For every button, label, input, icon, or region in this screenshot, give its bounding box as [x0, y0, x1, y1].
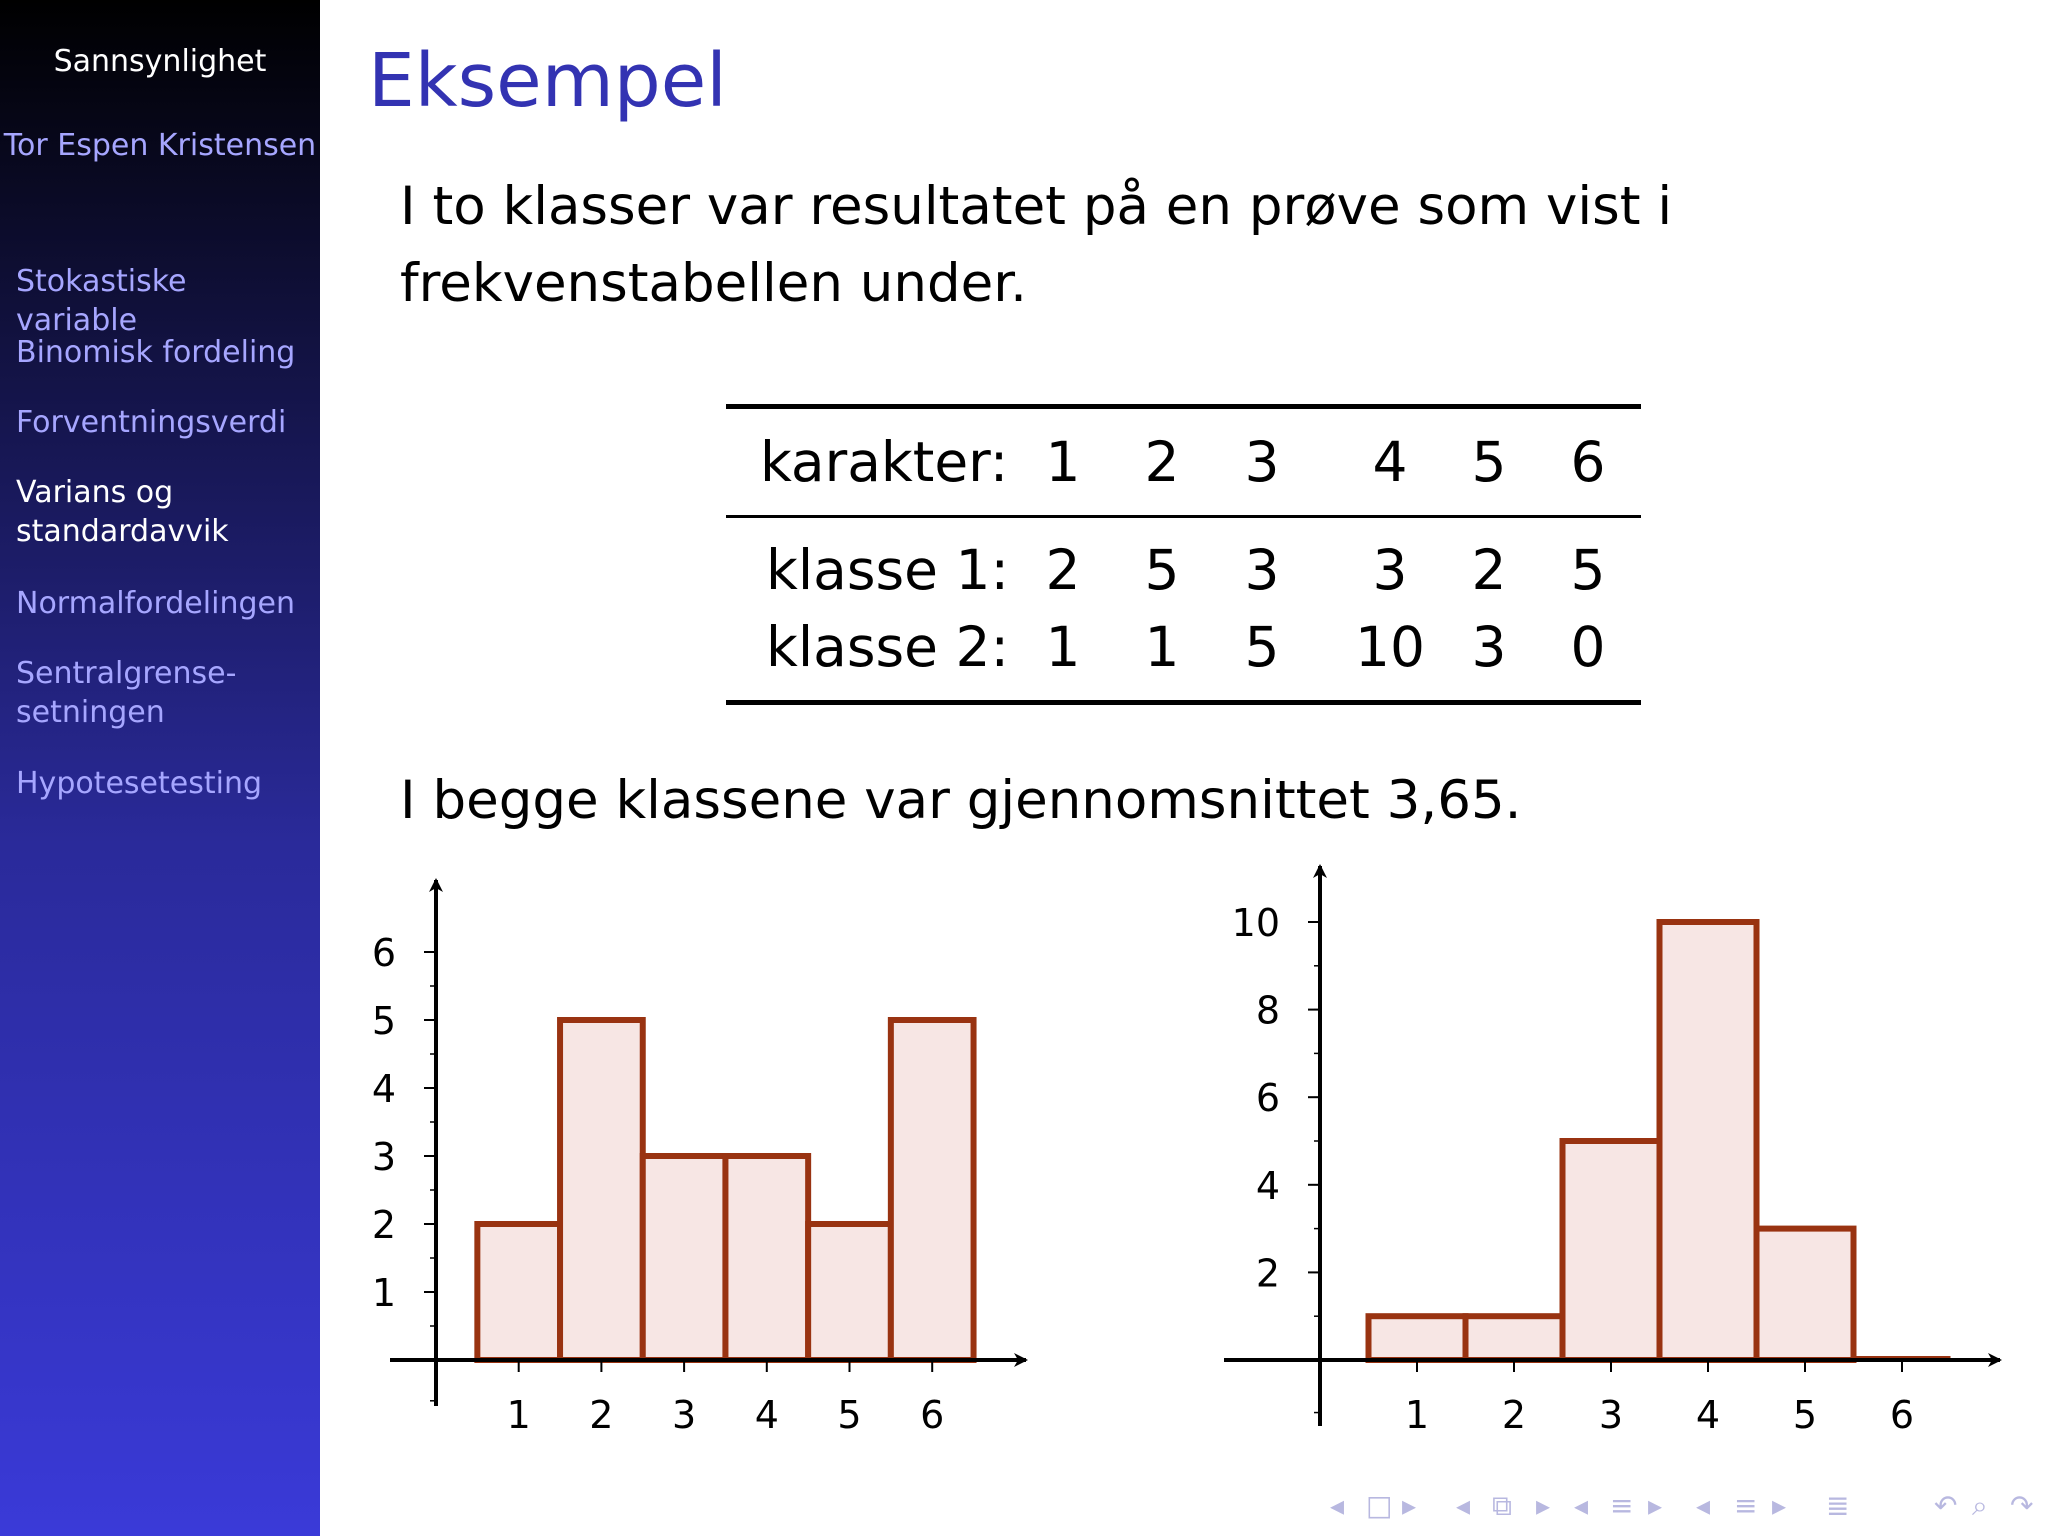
x-tick-label: 5 [837, 1393, 862, 1437]
y-tick-label: 2 [371, 1203, 396, 1247]
table-cell: 2 [1045, 538, 1081, 602]
sidebar-item-forventningsverdi[interactable]: Forventningsverdi [16, 405, 287, 440]
y-tick-label: 4 [371, 1067, 396, 1111]
x-tick-label: 1 [1404, 1393, 1430, 1437]
bar [1563, 1141, 1660, 1360]
y-tick-label: 1 [371, 1271, 396, 1315]
nav-next-page-icon[interactable]: ▸ [1772, 1489, 1787, 1522]
nav-next-subsection-icon[interactable]: ▸ [1536, 1489, 1551, 1522]
nav-section-icon[interactable]: ≡ [1610, 1489, 1634, 1522]
nav-undo-icon[interactable]: ↶ [1934, 1489, 1958, 1522]
sidebar-title[interactable]: Sannsynlighet [53, 44, 267, 79]
y-tick-label: 4 [1255, 1163, 1280, 1208]
table-cell: 5 [1244, 615, 1280, 679]
sidebar-item-hypotesetesting[interactable]: Hypotesetesting [16, 766, 263, 801]
x-tick-label: 4 [1695, 1393, 1721, 1437]
x-tick-label: 5 [1792, 1393, 1818, 1437]
y-tick-label: 6 [1255, 1076, 1280, 1121]
nav-frame-icon[interactable]: □ [1366, 1489, 1393, 1522]
nav-prev-section-icon[interactable]: ◂ [1574, 1489, 1589, 1522]
navigation-bar [1330, 1488, 2034, 1524]
table-header-label: karakter: [760, 430, 1009, 494]
bar [477, 1224, 560, 1360]
sidebar-item-stokastiske-variable[interactable]: Stokastiske variable [16, 264, 187, 338]
bar [1757, 1229, 1854, 1360]
x-tick-label: 3 [672, 1393, 697, 1437]
x-tick-label: 2 [1501, 1393, 1527, 1437]
bar [560, 1020, 643, 1360]
table-header-grade: 3 [1244, 430, 1280, 494]
table-cell: 0 [1570, 615, 1606, 679]
table-header-grade: 1 [1045, 430, 1081, 494]
y-tick-label: 6 [371, 931, 396, 975]
sidebar-author: Tor Espen Kristensen [3, 128, 317, 163]
bar [643, 1156, 726, 1360]
table-cell: 3 [1372, 538, 1408, 602]
table-cell: 5 [1144, 538, 1180, 602]
y-tick-label: 5 [371, 999, 396, 1043]
nav-prev-page-icon[interactable]: ◂ [1696, 1489, 1711, 1522]
table-header-grade: 2 [1144, 430, 1180, 494]
intro-text: I to klasser var resultatet på en prøve som vist i frekvenstabellen under. [400, 176, 1673, 314]
sidebar-item-binomisk-fordeling[interactable]: Binomisk fordeling [16, 335, 296, 370]
bar [1466, 1316, 1563, 1360]
nav-toc-icon[interactable]: ≣ [1826, 1489, 1850, 1522]
bar [891, 1020, 974, 1360]
x-tick-label: 4 [754, 1393, 779, 1437]
table-cell: 1 [1144, 615, 1180, 679]
table-cell: 3 [1471, 615, 1507, 679]
bar [1369, 1316, 1466, 1360]
nav-next-section-icon[interactable]: ▸ [1648, 1489, 1663, 1522]
nav-search-icon[interactable]: ⌕ [1972, 1489, 1988, 1522]
nav-prev-icon[interactable]: ◂ [1330, 1489, 1345, 1522]
nav-redo-icon[interactable]: ↷ [2010, 1489, 2034, 1522]
nav-next-icon[interactable]: ▸ [1402, 1489, 1417, 1522]
table-row-label: klasse 2: [766, 615, 1009, 679]
table-cell: 10 [1355, 615, 1425, 679]
bar [725, 1156, 808, 1360]
sidebar-item-normalfordelingen[interactable]: Normalfordelingen [16, 586, 295, 621]
y-tick-label: 2 [1255, 1251, 1280, 1296]
x-tick-label: 3 [1598, 1393, 1624, 1437]
table-cell: 2 [1471, 538, 1507, 602]
mean-text: I begge klassene var gjennomsnittet 3,65. [400, 770, 1522, 831]
bar [1660, 922, 1757, 1360]
bar [808, 1224, 891, 1360]
table-header-grade: 5 [1471, 430, 1507, 494]
histogram-klasse-1 [372, 880, 1026, 1437]
nav-slides-icon[interactable]: ⧉ [1492, 1489, 1512, 1522]
table-cell: 1 [1045, 615, 1081, 679]
table-row-label: klasse 1: [766, 538, 1009, 602]
nav-page-icon[interactable]: ≡ [1734, 1489, 1758, 1522]
nav-prev-subsection-icon[interactable]: ◂ [1456, 1489, 1471, 1522]
sidebar-item-sentralgrense-setningen[interactable]: Sentralgrense-setningen [16, 656, 237, 730]
table-header-grade: 4 [1372, 430, 1408, 494]
x-tick-label: 2 [589, 1393, 614, 1437]
table-header-grade: 6 [1570, 430, 1606, 494]
table-cell: 3 [1244, 538, 1280, 602]
x-tick-label: 6 [1889, 1393, 1915, 1437]
x-tick-label: 6 [920, 1393, 945, 1437]
y-tick-label: 3 [371, 1135, 396, 1179]
table-cell: 5 [1570, 538, 1606, 602]
frame-title: Eksempel [368, 38, 727, 124]
x-tick-label: 1 [506, 1393, 531, 1437]
y-tick-label: 8 [1255, 988, 1280, 1033]
sidebar-item-varians-og-standardavvik[interactable]: Varians og standardavvik [16, 475, 229, 549]
y-tick-label: 10 [1231, 901, 1280, 945]
histogram-klasse-2 [1224, 866, 2000, 1437]
